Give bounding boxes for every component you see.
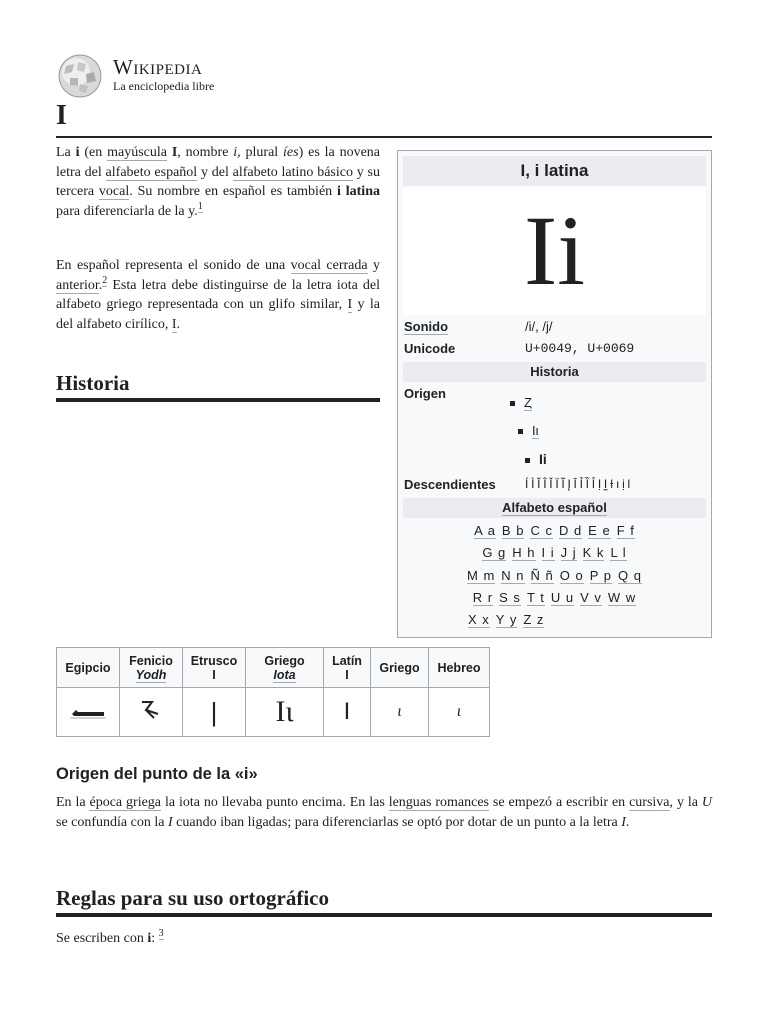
alphabet-letter-link[interactable]: J j (560, 545, 577, 561)
infobox (397, 150, 712, 638)
infobox-origen-item: Ii (525, 451, 547, 467)
heading-historia: Historia (56, 371, 130, 395)
alphabet-letter-link[interactable]: Ñ ñ (530, 567, 554, 583)
alphabet-letter-link[interactable]: C c (530, 523, 553, 538)
link-alfabeto-latino-basico[interactable]: alfabeto latino básico (232, 164, 353, 180)
table-header-fenicio: Fenicio Yodh (120, 648, 183, 688)
table-header-egipcio: Egipcio (57, 648, 120, 688)
link-vocal-cerrada[interactable]: vocal cerrada (290, 258, 368, 273)
alphabet-letter-link[interactable]: U u (550, 589, 575, 605)
link-alfabeto-espanol[interactable]: alfabeto español (105, 164, 198, 180)
glyph-griego-minuscula[interactable]: ι (371, 688, 429, 737)
heading-origen-punto: Origen del punto de la «i» (56, 765, 258, 783)
alphabet-row (398, 568, 711, 584)
alphabet-letter-link[interactable]: S s (499, 589, 521, 605)
alphabet-letter-link[interactable]: H h (512, 545, 536, 561)
infobox-letter-image[interactable]: Ii (403, 187, 706, 315)
infobox-origen-item[interactable]: Iι (518, 423, 539, 438)
alphabet-row (398, 545, 711, 561)
link-cursiva[interactable]: cursiva (629, 795, 670, 810)
alphabet-letter-link[interactable]: X x (468, 612, 490, 628)
link-iota-griega[interactable]: Ι (347, 297, 353, 312)
reference-1[interactable]: 1 (197, 200, 203, 212)
glyph-fenicio-icon[interactable] (120, 688, 183, 737)
wikipedia-wordmark[interactable]: Wikipedia (113, 55, 203, 79)
alphabet-letter-link[interactable]: L l (610, 545, 627, 561)
heading-reglas: Reglas para su uso ortográfico (56, 886, 329, 910)
title-divider (56, 136, 712, 138)
link-vocal[interactable]: vocal (98, 184, 130, 199)
infobox-title: I, i latina (403, 156, 706, 186)
link-lenguas-romances[interactable]: lenguas romances (388, 795, 490, 810)
alphabet-letter-link[interactable]: N n (501, 567, 525, 583)
alphabet-letter-link[interactable]: O o (559, 567, 584, 583)
alphabet-letter-link[interactable]: T t (526, 589, 545, 605)
table-header-row (57, 648, 490, 688)
link-anterior[interactable]: anterior (56, 277, 99, 293)
infobox-section-historia: Historia (403, 362, 706, 382)
infobox-label-unicode: Unicode (404, 341, 456, 356)
reglas-paragraph: Se escriben con i: $^3$ (56, 928, 164, 946)
infobox-label-origen: Origen (404, 386, 446, 401)
infobox-origen-item[interactable]: Ȥ (510, 395, 532, 410)
alphabet-letter-link[interactable]: B b (501, 523, 525, 538)
alphabet-letter-link[interactable]: R r (472, 589, 494, 605)
alphabet-letter-link[interactable]: P p (589, 567, 613, 583)
alphabet-letter-link[interactable]: V v (580, 589, 602, 605)
infobox-section-alfabeto-espanol[interactable]: Alfabeto español (502, 500, 607, 515)
table-header-latin: Latín I (324, 648, 371, 688)
table-header-griego-iota: Griego Iota (246, 648, 324, 688)
glyph-latin[interactable]: I (324, 688, 371, 737)
letter-evolution-table (56, 647, 490, 737)
alphabet-letter-link[interactable]: W w (607, 589, 637, 605)
link-mayuscula[interactable]: mayúscula (107, 145, 167, 160)
table-row (57, 688, 490, 737)
infobox-unicode-value: U+0049, U+0069 (525, 341, 635, 356)
alphabet-row (398, 612, 711, 628)
wikipedia-tagline: La enciclopedia libre (113, 79, 215, 93)
alphabet-letter-link[interactable]: G g (482, 545, 507, 561)
page-title: I (56, 100, 67, 131)
alphabet-letter-link[interactable]: K k (582, 545, 605, 561)
infobox-label-descendientes: Descendientes (404, 477, 496, 492)
table-header-griego: Griego (371, 648, 429, 688)
alphabet-letter-link[interactable]: A a (474, 523, 496, 538)
alphabet-letter-link[interactable]: Y y (495, 612, 518, 628)
heading-historia-divider (56, 398, 380, 402)
infobox-descendientes-value[interactable]: Í Ì Ĭ Î Ǐ Ï Ĩ Į Ī Ỉ Ȉ Ȋ Ị Ḭ Ɨ ı ị l (525, 477, 630, 491)
glyph-griego-iota[interactable]: Iι (246, 688, 324, 737)
link-epoca-griega[interactable]: época griega (89, 795, 162, 810)
reference-3[interactable]: 3 (158, 928, 164, 940)
alphabet-letter-link[interactable]: D d (558, 523, 583, 538)
glyph-egipcio-icon[interactable] (57, 688, 120, 737)
intro-paragraph-1: La i (en mayúscula I, nombre i, plural íes) es la novena letra del alfabeto español y del alfabeto latino básico y su tercera vocal. Su nombre en español es también i latina para diferenciarla de la y.$^1$ (56, 145, 381, 219)
alphabet-row (398, 523, 711, 539)
alphabet-letter-link[interactable]: E e (588, 523, 611, 538)
alphabet-letter-link[interactable]: F f (616, 523, 635, 538)
alphabet-letter-link[interactable]: M m (467, 567, 496, 583)
alphabet-row (398, 590, 711, 606)
wikipedia-globe-logo[interactable] (56, 54, 104, 98)
glyph-etrusco[interactable]: | (183, 688, 246, 737)
table-header-etrusco: Etrusco I (183, 648, 246, 688)
intro-paragraph-2: En español representa el sonido de una vocal cerrada y anterior.$^2$ Esta letra debe distinguirse de la letra iota del alfabeto griego representada con un glifo similar, Ι y la del alfabeto cirílico, І. (56, 258, 380, 332)
reference-2[interactable]: 2 (102, 274, 108, 286)
infobox-sonido-value: /i/, /j/ (525, 319, 553, 334)
heading-reglas-divider (56, 913, 712, 917)
glyph-hebreo[interactable]: ι (429, 688, 490, 737)
origen-paragraph: En la época griega la iota no llevaba punto encima. En las lenguas romances se empezó a escribir en cursiva, y la U se confundía con la I cuando iban ligadas; para diferenciarlas se optó por dotar de un punto a la letra I. (56, 795, 712, 830)
infobox-label-sonido[interactable]: Sonido (404, 319, 449, 334)
link-i-cirilica[interactable]: І (171, 316, 177, 332)
table-header-hebreo: Hebreo (429, 648, 490, 688)
alphabet-letter-link[interactable]: Z z (523, 612, 545, 628)
alphabet-letter-link[interactable]: Q q (618, 567, 642, 583)
alphabet-letter-link[interactable]: I i (541, 545, 555, 561)
